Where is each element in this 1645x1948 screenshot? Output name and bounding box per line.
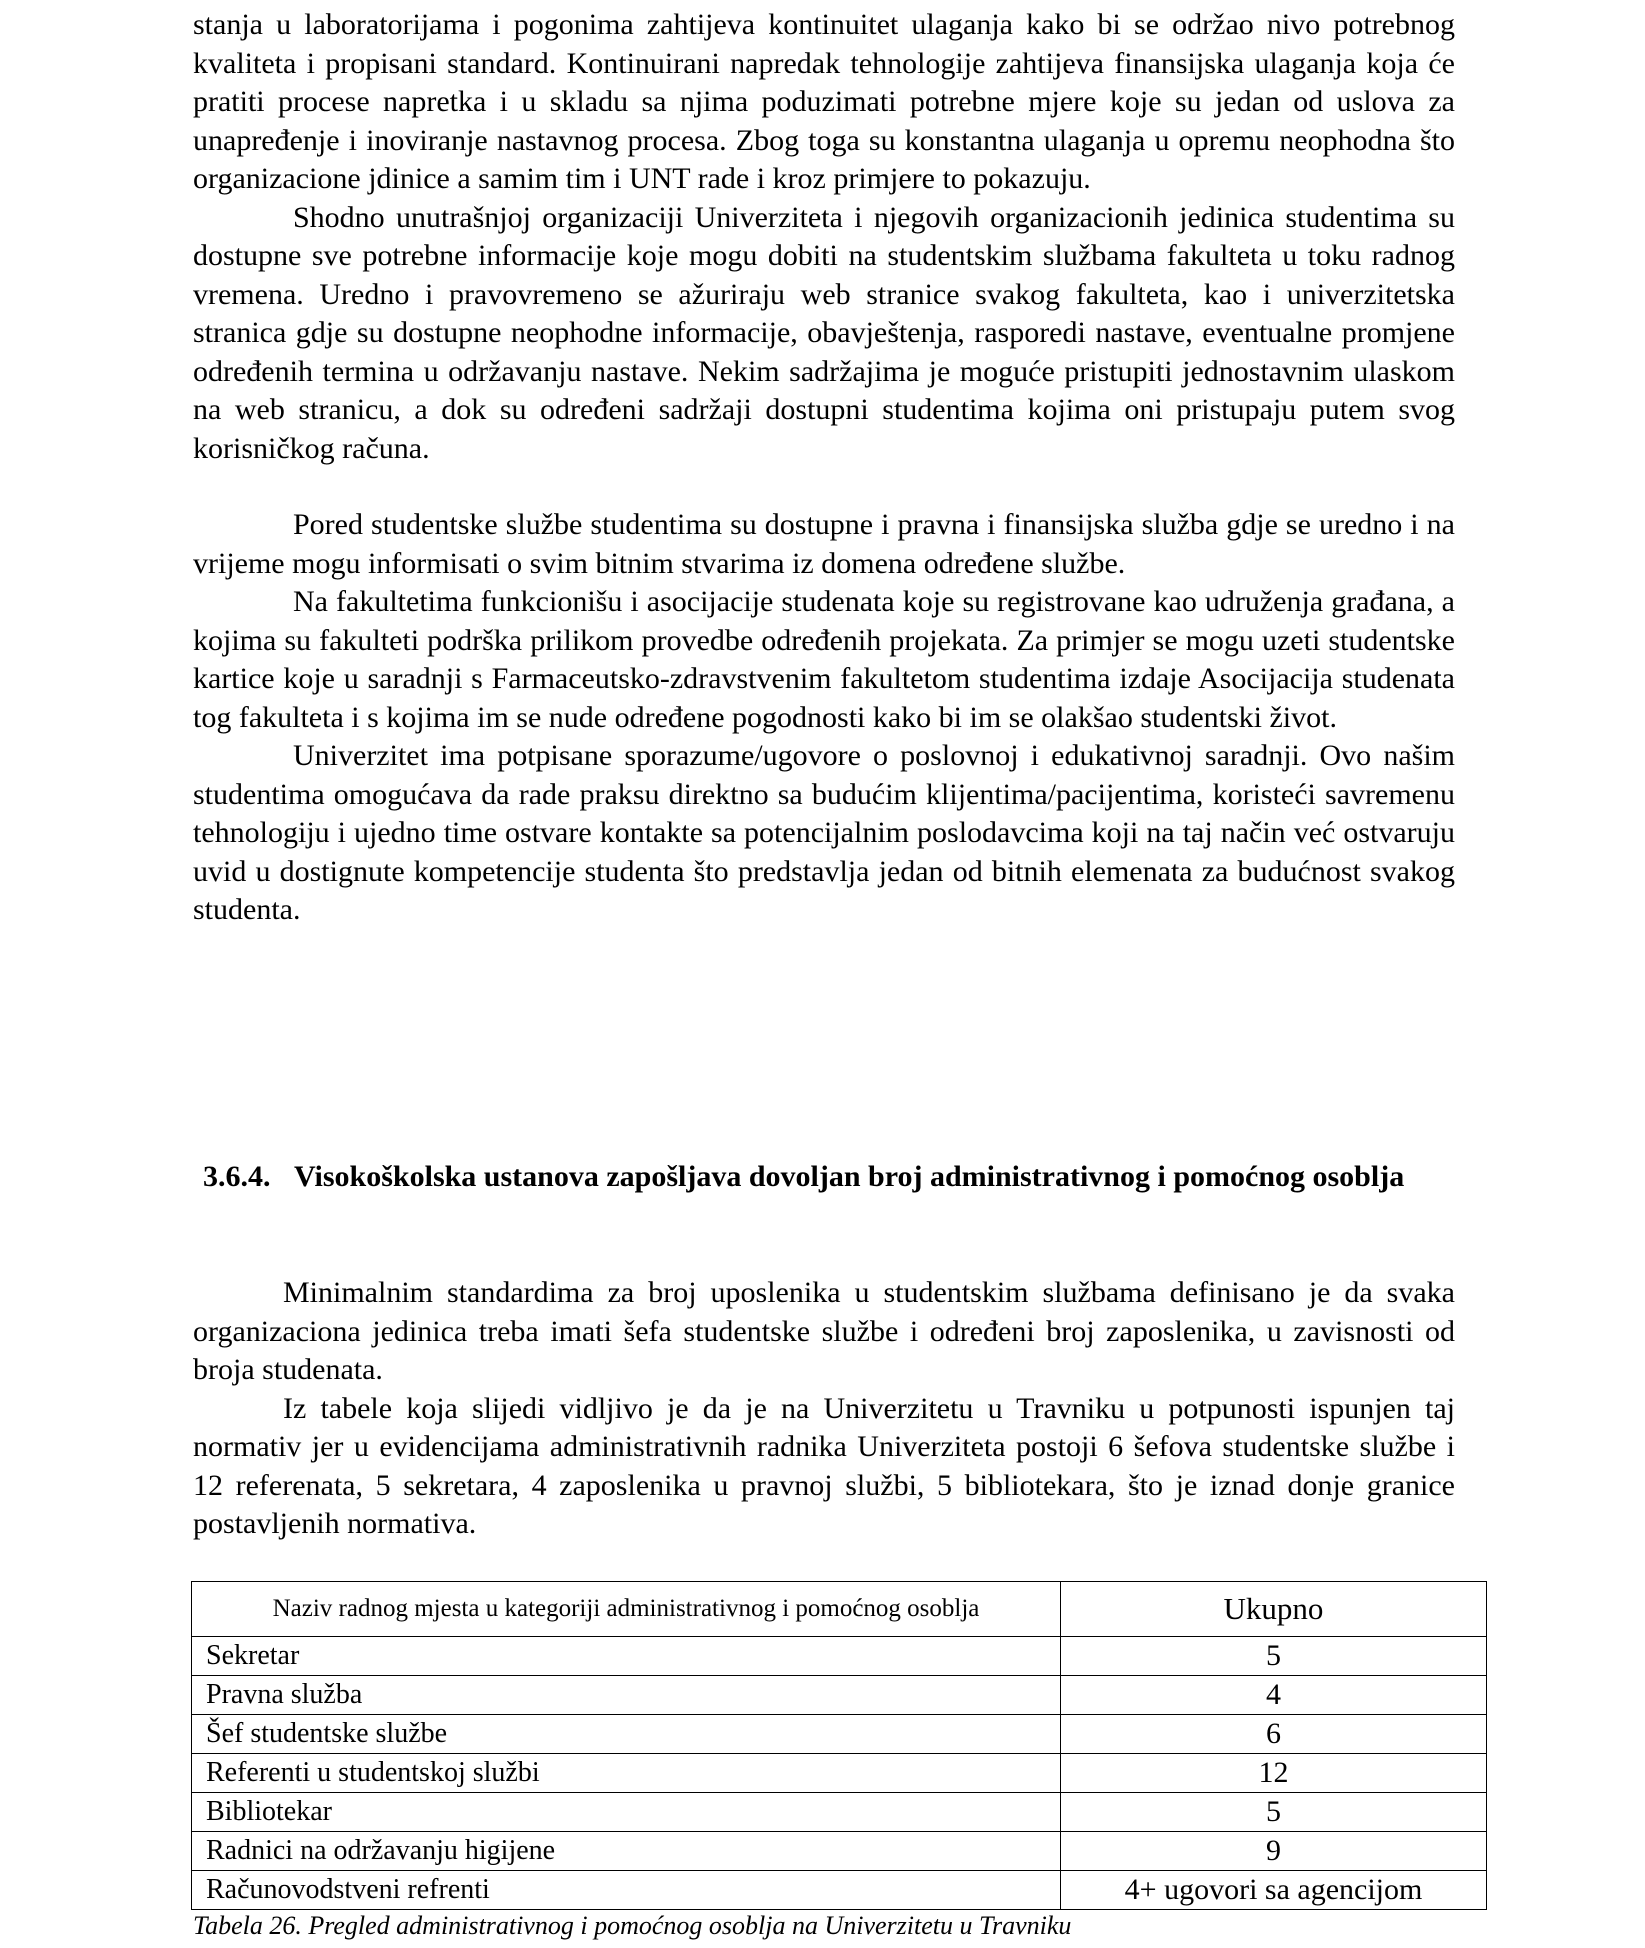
table-row <box>192 1637 1487 1676</box>
column-header-total: Ukupno <box>1061 1582 1487 1637</box>
paragraph: Pored studentske službe studentima su dostupne i pravna i finansijska služba gdje se uredno i na vrijeme mogu informisati o svim bitnim stvarima iz domena određene službe. <box>193 508 1455 580</box>
row-name: Bibliotekar <box>192 1793 1061 1832</box>
table-row <box>192 1793 1487 1832</box>
row-name: Pravna služba <box>192 1676 1061 1715</box>
row-total: 4 <box>1061 1676 1487 1715</box>
row-name: Šef studentske službe <box>192 1715 1061 1754</box>
table-caption: Tabela 26. Pregled administrativnog i pomoćnog osoblja na Univerzitetu u Travniku <box>193 1911 1072 1940</box>
row-total: 4+ ugovori sa agencijom <box>1061 1871 1487 1910</box>
table-header-row <box>192 1582 1487 1637</box>
column-header-name: Naziv radnog mjesta u kategoriji administrativnog i pomoćnog osoblja <box>192 1582 1061 1637</box>
row-name: Sekretar <box>192 1637 1061 1676</box>
paragraph: Na fakultetima funkcionišu i asocijacije studenata koje su registrovane kao udruženja građana, a kojima su fakulteti podrška prilikom provedbe određenih projekata. Za primjer se mogu uzeti studentske kartice koje u saradnji s Farmaceutsko-zdravstvenim fakultetom studentima izdaje Asocijacija studenata tog fakulteta i s kojima im se nude određene pogodnosti kako bi im se olakšao studentski život. <box>193 585 1455 734</box>
row-name: Radnici na održavanju higijene <box>192 1832 1061 1871</box>
paragraph: Iz tabele koja slijedi vidljivo je da je na Univerzitetu u Travniku u potpunosti ispunjen taj normativ jer u evidencijama administrativnih radnika Univerziteta postoji 6 šefova studentske službe i 12 referenata, 5 sekretara, 4 zaposlenika u pravnoj službi, 5 bibliotekara, što je iznad donje granice postavljenih normativa. <box>193 1391 1455 1540</box>
section-title: Visokoškolska ustanova zapošljava dovoljan broj administrativnog i pomoćnog osoblja <box>294 1160 1405 1193</box>
row-name: Referenti u studentskoj službi <box>192 1754 1061 1793</box>
row-total: 5 <box>1061 1637 1487 1676</box>
paragraph-spacer <box>193 468 1455 506</box>
body-text-top <box>193 6 1455 930</box>
body-text-bottom <box>193 1274 1455 1544</box>
row-total: 9 <box>1061 1832 1487 1871</box>
row-total: 12 <box>1061 1754 1487 1793</box>
table-row <box>192 1676 1487 1715</box>
row-name: Računovodstveni refrenti <box>192 1871 1061 1910</box>
paragraph: Univerzitet ima potpisane sporazume/ugovore o poslovnoj i edukativnoj saradnji. Ovo našim studentima omogućava da rade praksu direktno sa budućim klijentima/pacijentima, koristeći savremenu tehnologiju i ujedno time ostvare kontakte sa potencijalnim poslodavcima koji na taj način već ostvaruju uvid u dostignute kompetencije studenta što predstavlja jedan od bitnih elemenata za budućnost svakog studenta. <box>193 739 1455 926</box>
table-row <box>192 1754 1487 1793</box>
paragraph: stanja u laboratorijama i pogonima zahtijeva kontinuitet ulaganja kako bi se održao nivo potrebnog kvaliteta i propisani standard. Kontinuirani napredak tehnologije zahtijeva finansijska ulaganja koja će pratiti procese napretka i u skladu sa njima poduzimati potrebne mjere koje su jedan od uslova za unapređenje i inoviranje nastavnog procesa. Zbog toga su konstantna ulaganja u opremu neophodna što organizacione jdinice a samim tim i UNT rade i kroz primjere to pokazuju. <box>193 8 1455 195</box>
paragraph: Shodno unutrašnjoj organizaciji Univerziteta i njegovih organizacionih jedinica studentima su dostupne sve potrebne informacije koje mogu dobiti na studentskim službama fakulteta u toku radnog vremena. Uredno i pravovremeno se ažuriraju web stranice svakog fakulteta, kao i univerzitetska stranica gdje su dostupne neophodne informacije, obavještenja, rasporedi nastave, eventualne promjene određenih termina u održavanju nastave. Nekim sadržajima je moguće pristupiti jednostavnim ulaskom na web stranicu, a dok su određeni sadržaji dostupni studentima kojima oni pristupaju putem svog korisničkog računa. <box>193 200 1455 465</box>
section-heading <box>203 1158 1455 1197</box>
table-row <box>192 1871 1487 1910</box>
table-row <box>192 1715 1487 1754</box>
staff-table <box>191 1581 1487 1910</box>
section-number: 3.6.4. <box>203 1160 271 1193</box>
paragraph: Minimalnim standardima za broj uposlenika u studentskim službama definisano je da svaka organizaciona jedinica treba imati šefa studentske službe i određeni broj zaposlenika, u zavisnosti od broja studenata. <box>193 1276 1455 1386</box>
table-row <box>192 1832 1487 1871</box>
row-total: 5 <box>1061 1793 1487 1832</box>
row-total: 6 <box>1061 1715 1487 1754</box>
